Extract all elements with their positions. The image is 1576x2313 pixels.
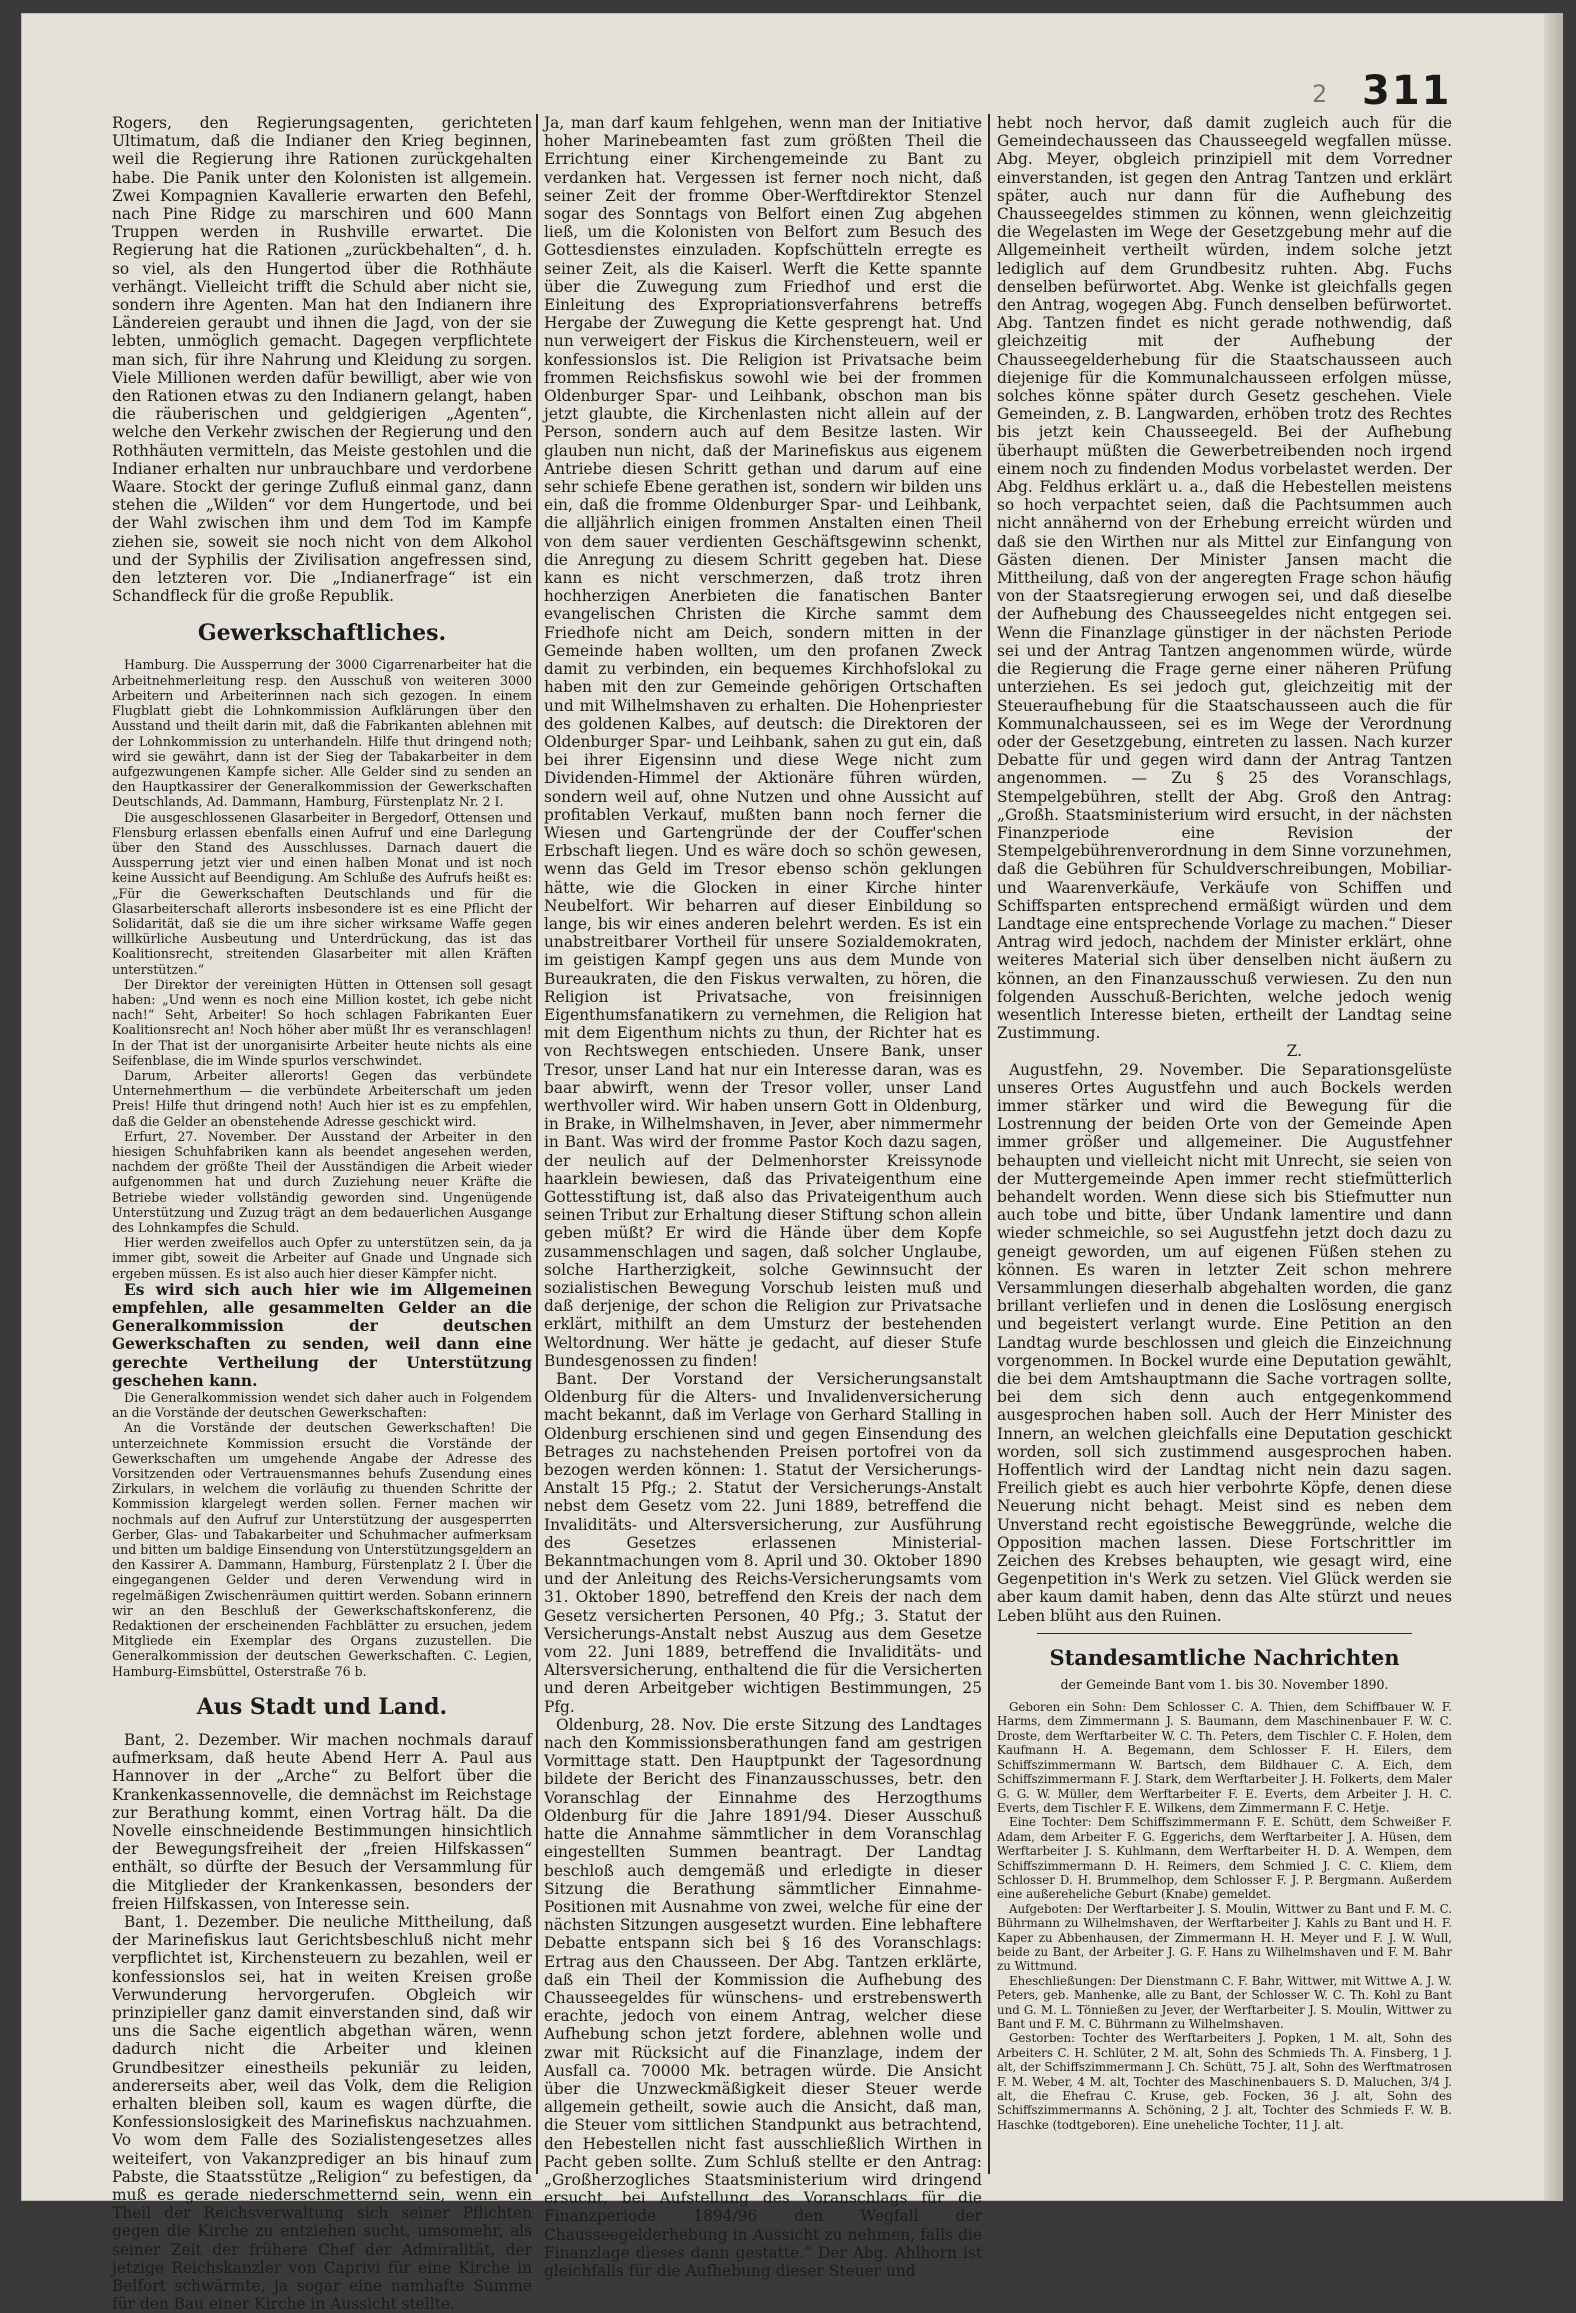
landtag-article-continued: hebt noch hervor, daß damit zugleich auch für die Gemeindechausseen das Chausseegeld wegfallen müsse. Abg. Meyer, obgleich prinzipiell mit dem Vorredner einverstanden, ist gegen den Antrag Tantzen und erklärt später, auch nur dann für die Aufhebung des Chausseegeldes stimmen zu können, wenn gleichzeitig die Wegelasten im Wege der Gesetzgebung mehr auf die Allgemeinheit vertheilt würden, indem solche jetzt lediglich auf dem Grundbesitz ruhten. Abg. Fuchs denselben befürwortet. Abg. Wenke ist gleichfalls gegen den Antrag, wogegen Abg. Funch denselben befürwortet. Abg. Tantzen findet es nicht gerade nothwendig, daß gleichzeitig mit der Aufhebung der Chausseegelderhebung für die Staatschausseen auch diejenige für die Kommunalchausseen erfolgen müsse, solches könne später durch Gesetz geschehen. Viele Gemeinden, z. B. Langwarden, erhöben trotz des Rechtes bis jetzt kein Chausseegeld. Bei der Aufhebung überhaupt müßten die Gewerbetreibenden noch irgend einem noch zu findenden Modus vorbelastet werden. Der Abg. Feldhus erklärt u. a., daß die Hebestellen meistens so hoch verpachtet seien, daß die Pachtsummen auch nicht annähernd von der Erhebung erreicht würden und daß sie den Wirthen nur als Mittel zur Einfangung von Gästen dienen. Der Minister Jansen macht die Mittheilung, daß von der angeregten Frage schon häufig von der Staatsregierung erwogen sei, und daß dieselbe der Aufhebung des Chausseegeldes nicht entgegen sei. Wenn die Finanzlage günstiger in der nächsten Periode sei und der Antrag Tantzen angenommen würde, würde die Regierung die Frage gerne einer näheren Prüfung unterziehen. Es sei jedoch gut, gleichzeitig mit der Steueraufhebung für die Staatschausseen auch die für Kommunalchausseen, sei es im Wege der Verordnung oder der Gesetzgebung, eintreten zu lassen. Nach kurzer Debatte für und gegen wird dann der Antrag Tantzen angenommen. — Zu § 25 des Voranschlags, Stempelgebühren, stellt der Abg. Groß den Antrag: „Großh. Staatsministerium wird ersucht, in der nächsten Finanzperiode eine Revision der Stempelgebührenverordnung in dem Sinne vorzunehmen, daß die Gebühren für Schuldverschreibungen, Mobiliar- und Waarenverkäufe, Verkäufe von Schiffen und Schiffsparten entsprechend ermäßigt würden und dem Landtage eine entsprechende Vorlage zu machen.“ Dieser Antrag wird jedoch, nachdem der Minister erklärt, ohne weiteres Material sich über denselben nicht äußern zu können, an den Finanzausschuß verwiesen. Zu den nun folgenden Ausschuß-Berichten, welche jedoch wenig wesentlich Interesse bieten, ertheilt der Landtag seine Zustimmung.: [997, 114, 1452, 1043]
augustfehn-paragraph: Augustfehn, 29. November. Die Separationsgelüste unseres Ortes Augustfehn und auch Bockels werden immer stärker und wird die Bewegung für die Lostrennung der beiden Orte von der Gemeinde Apen immer größer und allgemeiner. Die Augustfehner behaupten und vielleicht nicht mit Unrecht, sie seien von der Muttergemeinde Apen immer recht stiefmütterlich behandelt worden. Wenn diese sich bis Stiefmutter nun auch tobe und bitte, über Undank lamentire und dann wieder schmeichle, so sei Augustfehn jetzt doch dazu zu geneigt geworden, um auf eigenen Füßen stehen zu können. Es waren in letzter Zeit schon mehrere Versammlungen dieserhalb abgehalten worden, die ganz brillant verliefen und in denen die Loslösung energisch und begeistert verlangt wurde. Eine Petition an den Landtag wurde beschlossen und gleich die Einzeichnung vorgenommen. In Bockel wurde eine Deputation gewählt, die bei dem Amtshauptmann die Sache vortragen sollte, bei dem sich denn auch entgegenkommend ausgesprochen haben soll. Auch der Herr Minister des Innern, an welchen gleichfalls eine Deputation geschickt worden, soll sich zustimmend ausgesprochen haben. Hoffentlich wird der Landtag nicht nein dazu sagen. Freilich giebt es auch hier verbohrte Köpfe, denen diese Neuerung nicht behagt. Meist sind es neben dem Unverstand recht egoistische Beweggründe, welche die Opposition machen lassen. Diese Fortschrittler im Zeichen des Krebses behaupten, wie gesagt wird, eine Gegenpetition in's Werk zu setzen. Viel Glück werden sie aber kaum damit haben, denn das Alte stürzt und neues Leben blüht aus den Ruinen.: [997, 1060, 1452, 1625]
standesamt-geboren-tochter: Eine Tochter: Dem Schiffszimmermann F. E. Schütt, dem Schweißer F. Adam, dem Arbeiter F. G. Eggerichs, dem Werftarbeiter J. A. Hüsen, dem Werftarbeiter J. S. Kuhlmann, dem Werftarbeiter H. D. A. Wempen, dem Schiffszimmermann D. H. Reimers, dem Schmied J. C. C. Kliem, dem Schlosser D. H. Brummelhop, dem Schlosser F. J. P. Bergmann. Außerdem eine außereheliche Geburt (Knabe) gemeldet.: [997, 1815, 1452, 1902]
indianer-article-end: Rogers, den Regierungsagenten, gerichteten Ultimatum, daß die Indianer den Krieg beginnen, weil die Regierung ihre Rationen zurückgehalten habe. Die Panik unter den Kolonisten ist allgemein. Zwei Kompagnien Kavallerie erwarten den Befehl, nach Pine Ridge zu marschiren und 600 Mann Truppen werden in Rushville erwartet. Die Regierung hat die Rationen „zurückbehalten“, d. h. so viel, als den Hungertod über die Rothhäute verhängt. Vielleicht trifft die Schuld aber nicht sie, sondern ihre Agenten. Man hat den Indianern ihre Ländereien geraubt und ihnen die Jagd, von der sie lebten, unmöglich gemacht. Dagegen verpflichtete man sich, für ihre Nahrung und Kleidung zu sorgen. Viele Millionen werden dafür bewilligt, aber wie von den Rationen etwas zu den Indianern gelangt, haben die räuberischen und geldgierigen „Agenten“, welche den Verkehr zwischen der Regierung und den Rothhäuten vermitteln, das Meiste gestohlen und die Indianer erhalten nur unbrauchbare und verdorbene Waare. Stockt der geringe Zufluß einmal ganz, dann stehen die „Wilden“ vor dem Hungertode, und bei der Wahl zwischen ihm und dem Tod im Kampfe ziehen sie, soweit sie noch nicht von dem Alkohol und der Syphilis der Zivilisation angefressen sind, den letzteren vor. Die „Indianerfrage“ ist ein Schandfleck für die große Republik.: [112, 114, 532, 606]
section-heading-gewerkschaftliches: Gewerkschaftliches.: [197, 620, 447, 647]
versicherungsanstalt-paragraph: Bant. Der Vorstand der Versicherungsanstalt Oldenburg für die Alters- und Invalidenversicherung macht bekannt, daß im Verlage von Gerhard Stalling in Oldenburg erschienen sind und gegen Einsendung des Betrages zu nachstehenden Preisen portofrei von da bezogen werden können: 1. Statut der Versicherungs-Anstalt 15 Pfg.; 2. Statut der Versicherungs-Anstalt nebst dem Gesetz vom 22. Juni 1889, betreffend die Invaliditäts- und Altersversicherung, zur Ausführung des Gesetzes erlassenen Ministerial-Bekanntmachungen vom 8. April und 30. Oktober 1890 und der Anleitung des Reichs-Versicherungsamts vom 31. Oktober 1890, betreffend den Kreis der nach dem Gesetz versicherten Personen, 40 Pfg.; 3. Statut der Versicherungs-Anstalt nebst Auszug aus dem Gesetze vom 22. Juni 1889, betreffend die Invaliditäts- und Altersversicherung, enthaltend die für die Versicherten und deren Arbeitgeber wichtigen Bestimmungen, 25 Pfg.: [544, 1370, 982, 1716]
standesamt-geboren-sohn: Geboren ein Sohn: Dem Schlosser C. A. Thien, dem Schiffbauer W. F. Harms, dem Zimmermann J. S. Baumann, dem Maschinenbauer F. W. C. Droste, dem Werftarbeiter W. C. Th. Peters, dem Tischler C. F. Holen, dem Kaufmann H. A. Begemann, dem Schlosser F. H. Eilers, dem Schiffszimmermann W. Bartsch, dem Bildhauer C. A. Eich, dem Schiffszimmermann F. J. Stark, dem Werftarbeiter J. H. Folkerts, dem Maler G. G. W. Müller, dem Werftarbeiter F. E. Everts, dem Arbeiter J. H. C. Everts, dem Tischler F. E. Wilkens, dem Zimmermann F. C. Hetje.: [997, 1700, 1452, 1815]
article-signature: Z.: [1286, 1042, 1302, 1061]
section-heading-standesamt: Standesamtliche Nachrichten: [1049, 1644, 1400, 1670]
page-number: 311: [1362, 68, 1452, 114]
gew-bold-paragraph: Es wird sich auch hier wie im Allgemeinen empfehlen, alle gesammelten Gelder an die Generalkommission der deutschen Gewerkschaften zu senden, weil dann eine gerechte Vertheilung der Unterstützung geschehen kann.: [112, 1280, 532, 1390]
gew-darum-paragraph: Darum, Arbeiter allerorts! Gegen das verbündete Unternehmerthum — die verbündete Arbeiterschaft um jeden Preis! Hilfe thut dringend noth! Auch hier ist es zu empfehlen, daß die Gelder an obenstehende Adresse geschickt wird.: [112, 1067, 532, 1129]
gew-direktor-paragraph: Der Direktor der vereinigten Hütten in Ottensen soll gesagt haben: „Und wenn es noch eine Million kostet, ich gebe nicht nach!“ Seht, Arbeiter! So hoch schlagen Fabrikanten Euer Koalitionsrecht an! Noch höher aber müßt Ihr es veranschlagen! In der That ist der unorganisirte Arbeiter heute nichts als eine Seifenblase, die im Winde spurlos verschwindet.: [112, 976, 532, 1068]
gew-glasarbeiter-paragraph: Die ausgeschlossenen Glasarbeiter in Bergedorf, Ottensen und Flensburg erlassen ebenfalls einen Aufruf und eine Darlegung über den Stand des Ausschlusses. Darnach dauert die Aussperrung jetzt vier und einen halben Monat und ist noch keine Aussicht auf Beendigung. Am Schluße des Aufrufs heißt es: „Für die Gewerkschaften Deutschlands und für die Glasarbeiterschaft allerorts insbesondere ist es eine Pflicht der Solidarität, daß sie die um ihre sicher wirksame Waffe gegen willkürliche Ausbeutung und Unterdrückung, das ist das Koalitionsrecht, streitenden Glasarbeiter mit allen Kräften unterstützen.“: [112, 809, 532, 977]
column-1: [112, 114, 532, 2313]
standesamt-aufgeboten: Aufgeboten: Der Werftarbeiter J. S. Moulin, Wittwer zu Bant und F. M. C. Bührmann zu Wilhelmshaven, der Werftarbeiter J. Kahls zu Bant und H. F. Kaper zu Abbenhausen, der Zimmermann H. H. Meyer und F. J. W. Wull, beide zu Bant, der Arbeiter J. G. F. Hans zu Wilhelmshaven und F. M. Bahr zu Wittmund.: [997, 1901, 1452, 1974]
gew-generalkommission-paragraph: Die Generalkommission wendet sich daher auch in Folgendem an die Vorstände der deutschen Gewerkschaften:: [112, 1390, 532, 1421]
standesamt-subtitle: der Gemeinde Bant vom 1. bis 30. November 1890.: [1060, 1676, 1389, 1692]
newspaper-page: [22, 14, 1562, 2313]
gew-opfer-paragraph: Hier werden zweifellos auch Opfer zu unterstützen sein, da ja immer gibt, soweit die Arbeiter auf Gnade und Ungnade sich ergeben müssen. Es ist also auch hier dieser Kämpfer nicht.: [112, 1235, 532, 1281]
gew-erfurt-paragraph: Erfurt, 27. November. Der Ausstand der Arbeiter in den hiesigen Schuhfabriken kann als beendet angesehen werden, nachdem der größte Theil der Ausständigen die Arbeit wieder aufgenommen hat und durch Zuziehung neuer Kräfte die Betriebe wieder vollständig geworden sind. Ungenügende Unterstützung und Zuzug trägt an dem bedauerlichen Ausgange des Lohnkampfes die Schuld.: [112, 1128, 532, 1235]
column-rule-2: [988, 114, 990, 2174]
gew-vorstaende-paragraph: An die Vorstände der deutschen Gewerkschaften! Die unterzeichnete Kommission ersucht die Vorstände der Gewerkschaften um umgehende Angabe der Adresse des Vorsitzenden oder Vertrauensmannes behufs Zusendung eines Zirkulars, in welchem die vorläufig zu thuenden Schritte der Kommission klargelegt werden sollen. Ferner machen wir nochmals auf den Aufruf zur Unterstützung der ausgesperrten Gerber, Glas- und Tabakarbeiter und Schuhmacher aufmerksam und bitten um baldige Einsendung von Unterstützungsgeldern an den Kassirer A. Dammann, Hamburg, Fürstenplatz 2 I. Über die eingegangenen Gelder und deren Verwendung wird in regelmäßigen Zwischenräumen quittirt werden. Sobann erinnern wir an den Beschluß der Gewerkschaftskonferenz, die Redaktionen der erscheinenden Fachblätter zu ersuchen, jedem Mitgliede ein Exemplar des Organs zuzustellen. Die Generalkommission der deutschen Gewerkschaften. C. Legien, Hamburg-Eimsbüttel, Osterstraße 76 b.: [112, 1420, 532, 1679]
column-rule-1: [536, 114, 538, 2174]
column-2: [544, 114, 982, 2280]
standesamt-eheschliessungen: Eheschließungen: Der Dienstmann C. F. Bahr, Wittwer, mit Wittwe A. J. W. Peters, geb. Manhenke, alle zu Bant, der Schlosser W. C. Th. Kohl zu Bant und G. M. L. Tönnießen zu Jever, der Werftarbeiter J. S. Moulin, Wittwer zu Bant und F. M. C. Bührmann zu Wilhelmshaven.: [997, 1973, 1452, 2031]
oldenburg-landtag-paragraph: Oldenburg, 28. Nov. Die erste Sitzung des Landtages nach den Kommissionsberathungen fand am gestrigen Vormittage statt. Den Hauptpunkt der Tagesordnung bildete der Bericht des Finanzausschusses, betr. den Voranschlag der Einnahme des Herzogthums Oldenburg für die Jahre 1891/94. Dieser Ausschuß hatte die Annahme sämmtlicher in dem Voranschlag eingestellten Summen beantragt. Der Landtag beschloß auch demgemäß und erledigte in dieser Sitzung die Berathung sämmtlicher Einnahme-Positionen mit Ausnahme von zwei, welche für eine der nächsten Sitzungen ausgesetzt wurden. Eine lebhaftere Debatte entspann sich bei § 16 des Voranschlags: Ertrag aus den Chausseen. Der Abg. Tantzen erklärte, daß ein Theil der Kommission die Aufhebung des Chausseegeldes für wünschens- und erstrebenswerth erachte, jedoch von einem Antrag, welcher diese Aufhebung schon jetzt fordere, ablehnen wolle und zwar mit Rücksicht auf die Finanzlage, indem der Ausfall ca. 70000 Mk. betragen würde. Die Ansicht über die Unzweckmäßigkeit dieser Steuer werde allgemein getheilt, sowie auch die Ansicht, daß man, die Steuer vom sittlichen Standpunkt aus betrachtend, den Hebestellen nicht fast ausschließlich Wirthen in Pacht geben sollte. Zum Schluß stellte er den Antrag: „Großherzogliches Staatsministerium wird dringend ersucht, bei Aufstellung des Voranschlags für die Finanzperiode 1894/96 den Wegfall der Chausseegelderhebung in Aussicht zu nehmen, falls die Finanzlage dieses dann gestatte.“ Der Abg. Ahlhorn ist gleichfalls für die Aufhebung dieser Steuer und: [544, 1715, 982, 2280]
section-divider: [1037, 1633, 1412, 1634]
standesamt-gestorben: Gestorben: Tochter des Werftarbeiters J. Popken, 1 M. alt, Sohn des Arbeiters C. H. Schlüter, 2 M. alt, Sohn des Schmieds Th. A. Finsberg, 1 J. alt, der Schiffszimmermann J. Ch. Schütt, 75 J. alt, Sohn des Werftmatrosen F. M. Weber, 4 M. alt, Tochter des Maschinenbauers S. D. Maluchen, 3/4 J. alt, die Ehefrau C. Kruse, geb. Focken, 36 J. alt, Sohn des Schiffszimmermanns A. Schöning, 2 J. alt, Tochter des Schmieds F. W. B. Haschke (todtgeboren). Eine uneheliche Tochter, 11 J. alt.: [997, 2031, 1452, 2132]
stadt-bant-marinefiskus-paragraph: Bant, 1. Dezember. Die neuliche Mittheilung, daß der Marinefiskus laut Gerichtsbeschluß nicht mehr verpflichtet ist, Kirchensteuern zu bezahlen, weil er konfessionslos sei, hat in weiten Kreisen große Verwunderung hervorgerufen. Obgleich wir prinzipieller ganz damit einverstanden sind, daß wir uns die Sache eigentlich abgethan wären, wenn dadurch nicht die Arbeiter und kleinen Grundbesitzer einestheils pekuniär zu leiden, andererseits aber, weil das Volk, dem die Religion erhalten bleiben soll, kaum es wagen dürfte, die Konfessionslosigkeit des Marinefiskus nachzuahmen. Vo wom dem Falle des Sozialistengesetzes alles weiteifert, von Vakanzprediger an bis hinauf zum Pabste, die Staatsstütze „Religion“ zu befestigen, da muß es gerade niederschmetternd sein, wenn ein Theil der Reichsverwaltung sich seiner Pflichten gegen die Kirche zu entziehen sucht, umsomehr, als seiner Zeit der frühere Chef der Admiralität, der jetzige Reichskanzler von Caprivi für eine Kirche in Belfort schwärmte, ja sogar eine namhafte Summe für den Bau einer Kirche in Aussicht stellte.: [112, 1912, 532, 2313]
corner-mark: 2: [1312, 80, 1328, 108]
stadt-bant-vortrag-paragraph: Bant, 2. Dezember. Wir machen nochmals darauf aufmerksam, daß heute Abend Herr A. Paul aus Hannover in der „Arche“ zu Belfort über die Krankenkassennovelle, die demnächst im Reichstage zur Berathung kommt, einen Vortrag hält. Da die Novelle einschneidende Bestimmungen hinsichtlich der Bewegungsfreiheit der „freien Hilfskassen“ enthält, so dürfte der Besuch der Versammlung für die Mitglieder der Krankenkassen, besonders der freien Hilfskassen, von Interesse sein.: [112, 1730, 532, 1913]
marinefiskus-article-continued: Ja, man darf kaum fehlgehen, wenn man der Initiative hoher Marinebeamten fast zum größten Theil die Errichtung einer Kirchengemeinde zu Bant zu verdanken hat. Vergessen ist ferner noch nicht, daß seiner Zeit der fromme Ober-Werftdirektor Stenzel sogar des Sonntags von Belfort einen Zug abgehen ließ, um die Kolonisten von Belfort zum Besuch des Gottesdienstes einzuladen. Kopfschütteln erregte es seiner Zeit, als die Kaiserl. Werft die Kette spannte über die Zuwegung zum Friedhof und erst die Einleitung des Expropriationsverfahrens betreffs Hergabe der Zuwegung die Kette gesprengt hat. Und nun verweigert der Fiskus die Kirchensteuern, weil er konfessionslos ist. Die Religion ist Privatsache beim frommen Reichsfiskus sowohl wie bei der frommen Oldenburger Spar- und Leihbank, obschon man bis jetzt glaubte, die Kirchenlasten nicht allein auf der Person, sondern auch auf dem Besitze lasten. Wir glauben nun nicht, daß der Marinefiskus aus eigenem Antriebe diesen Schritt gethan und darum auf eine sehr schiefe Ebene gerathen ist, sondern wir bilden uns ein, daß die fromme Oldenburger Spar- und Leihbank, die alljährlich einigen frommen Anstalten einen Theil von dem sauer verdienten Geschäftsgewinn schenkt, die Anregung zu diesem Schritt gegeben hat. Diese kann es nicht verschmerzen, daß trotz ihren hochherzigen Anerbieten die fanatischen Banter evangelischen Christen die Kirche sammt dem Friedhofe nicht am Deich, sondern mitten in der Gemeinde haben wollten, um den profanen Zweck damit zu verbinden, ein bequemes Kirchhofslokal zu haben mit den zur Gemeinde gehörigen Ortschaften und mit Wilhelmshaven zu erhalten. Die Hohenpriester des goldenen Kalbes, auf deutsch: die Direktoren der Oldenburger Spar- und Leihbank, sahen zu gut ein, daß bei ihrer Eigensinn und diese Wege nicht zum Dividenden-Himmel der Aktionäre führen würden, sondern weil auf, ohne Nutzen und ohne Aussicht auf profitablen Verkauf, mußten bann noch ferner die Wiesen und Gartengründe der der Couffer'schen Erbschaft liegen. Und es wäre doch so schön gewesen, wenn das Geld im Tresor ebenso schön geklungen hätte, wie die Glocken in einer Kirche hinter Neubelfort. Wir beharren auf dieser Einbildung so lange, bis wir eines anderen belehrt werden. Es ist ein unabstreitbarer Vortheil für unsere Sozialdemokraten, im geistigen Kampf gegen uns aus dem Munde von Bureaukraten, die den Fiskus verwalten, zu hören, die Religion ist Privatsache, von freisinnigen Eigenthumsfanatikern zu vernehmen, die Religion hat mit dem Eigenthum nichts zu thun, der Richter hat es von Rechtswegen entschieden. Unsere Bank, unser Tresor, unser Land hat nur ein Interesse daran, was es baar abwirft, wenn der Tresor voller, unser Land werthvoller wird. Wir haben unsern Gott in Oldenburg, in Brake, in Wilhelmshaven, in Jever, aber nimmermehr in Bant. Was wird der fromme Pastor Koch dazu sagen, der neulich auf der Delmenhorster Kreissynode haarklein bewiesen, daß das Privateigenthum eine Gottesstiftung ist, daß also das Privateigenthum auch seinen Tribut zur Erhaltung dieser Stiftung schon allein geben müßt? Er wird die Hände über dem Kopfe zusammenschlagen und sagen, daß solcher Unglaube, solche Hartherzigkeit, solche Gewinnsucht der sozialistischen Bewegung Vorschub leisten muß und daß derjenige, der schon die Religion zur Privatsache erklärt, mithilft an dem Umsturz der bestehenden Weltordnung. Wer hätte je gedacht, auf dieser Stufe Bundesgenossen zu finden!: [544, 114, 982, 1370]
column-3: [997, 114, 1452, 2179]
page-edge-shadow: [1544, 14, 1562, 2200]
section-heading-stadt-und-land: Aus Stadt und Land.: [196, 1693, 448, 1720]
gew-hamburg-paragraph: Hamburg. Die Aussperrung der 3000 Cigarrenarbeiter hat die Arbeitnehmerleitung resp. den Ausschuß von weiteren 3000 Arbeitern und Arbeiterinnen nach sich gezogen. In einem Flugblatt giebt die Lohnkommission Aufklärungen über den Ausstand und theilt darin mit, daß die Fabrikanten ablehnen mit der Lohnkommission zu unterhandeln. Hilfe thut dringend noth; wird sie gewährt, dann ist der Sieg der Tabakarbeiter in dem aufgezwungenen Kampfe sicher. Alle Gelder sind zu senden an den Hauptkassirer der Generalkommission der Gewerkschaften Deutschlands, Ad. Dammann, Hamburg, Fürstenplatz Nr. 2 I.: [112, 657, 532, 810]
